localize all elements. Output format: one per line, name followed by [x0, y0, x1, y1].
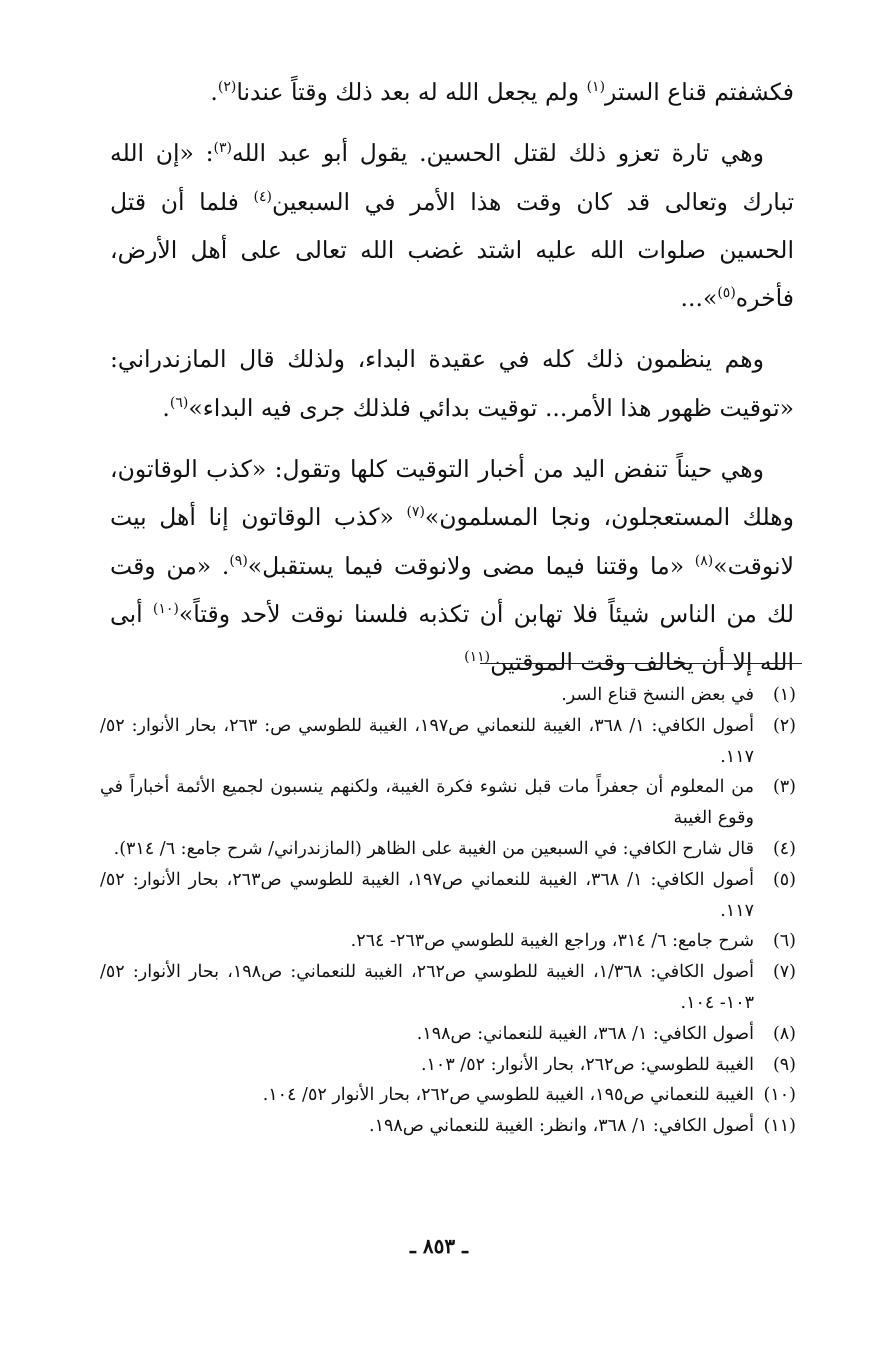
footnote-ref[interactable]: (١)	[586, 79, 606, 95]
paragraph-3	[110, 335, 794, 432]
paragraph-2	[110, 129, 794, 322]
text-run: وهي تارة تعزو ذلك لقتل الحسين. يقول أبو عبد الله	[231, 139, 764, 168]
footnote-ref[interactable]: (٢)	[217, 79, 237, 95]
footnote-text: قال شارح الكافي: في السبعين من الغيبة على الظاهر (المازندراني/ شرح جامع: ٦/ ٣١٤).	[113, 838, 754, 859]
footnote-item	[100, 1019, 796, 1050]
footnote-ref[interactable]: (٩)	[229, 552, 248, 569]
footnote-item	[100, 926, 796, 957]
footnote-number: (٧)	[772, 962, 796, 983]
paragraph-4	[110, 445, 794, 686]
text-run: .	[162, 393, 170, 422]
footnote-ref[interactable]: (٥)	[717, 285, 736, 302]
footnote-ref[interactable]: (٨)	[694, 552, 714, 569]
footnote-ref[interactable]: (١٠)	[152, 600, 179, 617]
footnote-text: شرح جامع: ٦/ ٣١٤، وراجع الغيبة للطوسي ص٢٦٣- ٢٦٤.	[350, 931, 754, 952]
footnote-item	[100, 1111, 796, 1142]
footnote-text: أصول الكافي: ١/ ٣٦٨، الغيبة للنعماني: ص١٩٨.	[416, 1023, 754, 1044]
text-run: «ما وقتنا فيما مضى ولانوقت فيما يستقبل»	[247, 551, 695, 580]
footnote-ref[interactable]: (٧)	[406, 504, 425, 521]
footnote-number: (٢)	[772, 715, 796, 736]
text-run: أبى الله إلا أن يخالف وقت الموقتين	[110, 599, 794, 677]
footnote-text: الغيبة للنعماني ص١٩٥، الغيبة للطوسي ص٢٦٢، بحار الأنوار ٥٢/ ١٠٤.	[262, 1085, 754, 1106]
footnote-text: من المعلوم أن جعفراً مات قبل نشوء فكرة الغيبة، ولكنهم ينسبون لجميع الأئمة أخباراً في وقوع الغيبة	[100, 777, 754, 829]
footnote-number: (١)	[772, 685, 796, 705]
footnote-text: أصول الكافي: ١/٣٦٨، الغيبة للطوسي ص٢٦٢، الغيبة للنعماني: ص١٩٨، بحار الأنوار: ٥٢/ ١٠٣- ١٠٤.	[100, 962, 755, 1013]
text-run: فكشفتم قناع الستر	[605, 78, 794, 106]
text-run: فلما أن قتل الحسين صلوات الله عليه اشتد غضب الله تعالى على أهل الأرض، فأخره	[110, 187, 794, 313]
text-run: : «إن الله تبارك وتعالى قد كان وقت هذا الأمر في السبعين	[110, 139, 794, 216]
footnote-number: (٣)	[772, 777, 796, 798]
footnote-number: (١٠)	[763, 1085, 796, 1106]
text-run: .	[210, 78, 218, 106]
text-run: «كذب الوقاتون إنا أهل بيت لانوقت»	[110, 503, 794, 580]
footnotes-section	[100, 680, 796, 1142]
footnote-ref[interactable]: (٤)	[253, 188, 272, 205]
footnote-item	[100, 711, 796, 773]
footnote-ref[interactable]: (٣)	[213, 140, 232, 157]
text-run: ولم يجعل الله له بعد ذلك وقتاً عندنا	[236, 78, 587, 106]
footnote-number: (٨)	[772, 1023, 796, 1044]
footnote-text: أصول الكافي: ١/ ٣٦٨، الغيبة للنعماني ص١٩٧، الغيبة للطوسي ص: ٢٦٣، بحار الأنوار: ٥٢/ ١١٧.	[100, 715, 754, 767]
footnote-text: الغيبة للطوسي: ص٢٦٢، بحار الأنوار: ٥٢/ ١٠٣.	[420, 1054, 754, 1075]
text-run: »...	[680, 284, 718, 313]
page-number: ـ ٨٥٣ ـ	[410, 1234, 468, 1258]
footnote-item	[100, 1050, 796, 1081]
footnote-number: (٥)	[772, 869, 796, 890]
main-text	[110, 68, 794, 687]
footnote-text: أصول الكافي: ١/ ٣٦٨، وانظر: الغيبة للنعماني ص١٩٨.	[369, 1116, 754, 1137]
text-run: . «من وقت لك من الناس شيئاً فلا تهابن أن تكذبه فلسنا نوقت لأحد وقتاً»	[110, 551, 794, 628]
footnote-ref[interactable]: (١١)	[464, 649, 491, 666]
footnote-item	[100, 865, 796, 927]
footnote-number: (٦)	[772, 931, 796, 952]
paragraph-1	[110, 68, 794, 116]
footnote-item	[100, 957, 796, 1019]
footnote-ref[interactable]: (٦)	[169, 394, 189, 411]
text-run: وهم ينظمون ذلك كله في عقيدة البداء، ولذلك قال المازندراني: «توقيت ظهور هذا الأمر... توقيت بدائي فلذلك جرى فيه البداء»	[110, 345, 794, 422]
footnote-item	[100, 772, 796, 834]
footnote-number: (٤)	[772, 838, 796, 859]
footnote-number: (٩)	[772, 1054, 796, 1075]
footnote-text: في بعض النسخ قناع السر.	[561, 685, 754, 705]
text-run: وهي حيناً تنفض اليد من أخبار التوقيت كلها وتقول: «كذب الوقاتون، وهلك المستعجلون، ونجا المسلمون»	[110, 455, 794, 532]
footnote-item	[100, 1080, 796, 1111]
footnote-text: أصول الكافي: ١/ ٣٦٨، الغيبة للنعماني ص١٩٧، الغيبة للطوسي ص٢٦٣، بحار الأنوار: ٥٢/ ١١٧.	[100, 869, 755, 921]
footnote-divider	[480, 663, 802, 664]
footnote-item	[100, 680, 796, 711]
footnote-number: (١١)	[763, 1116, 796, 1137]
footnote-item	[100, 834, 796, 865]
